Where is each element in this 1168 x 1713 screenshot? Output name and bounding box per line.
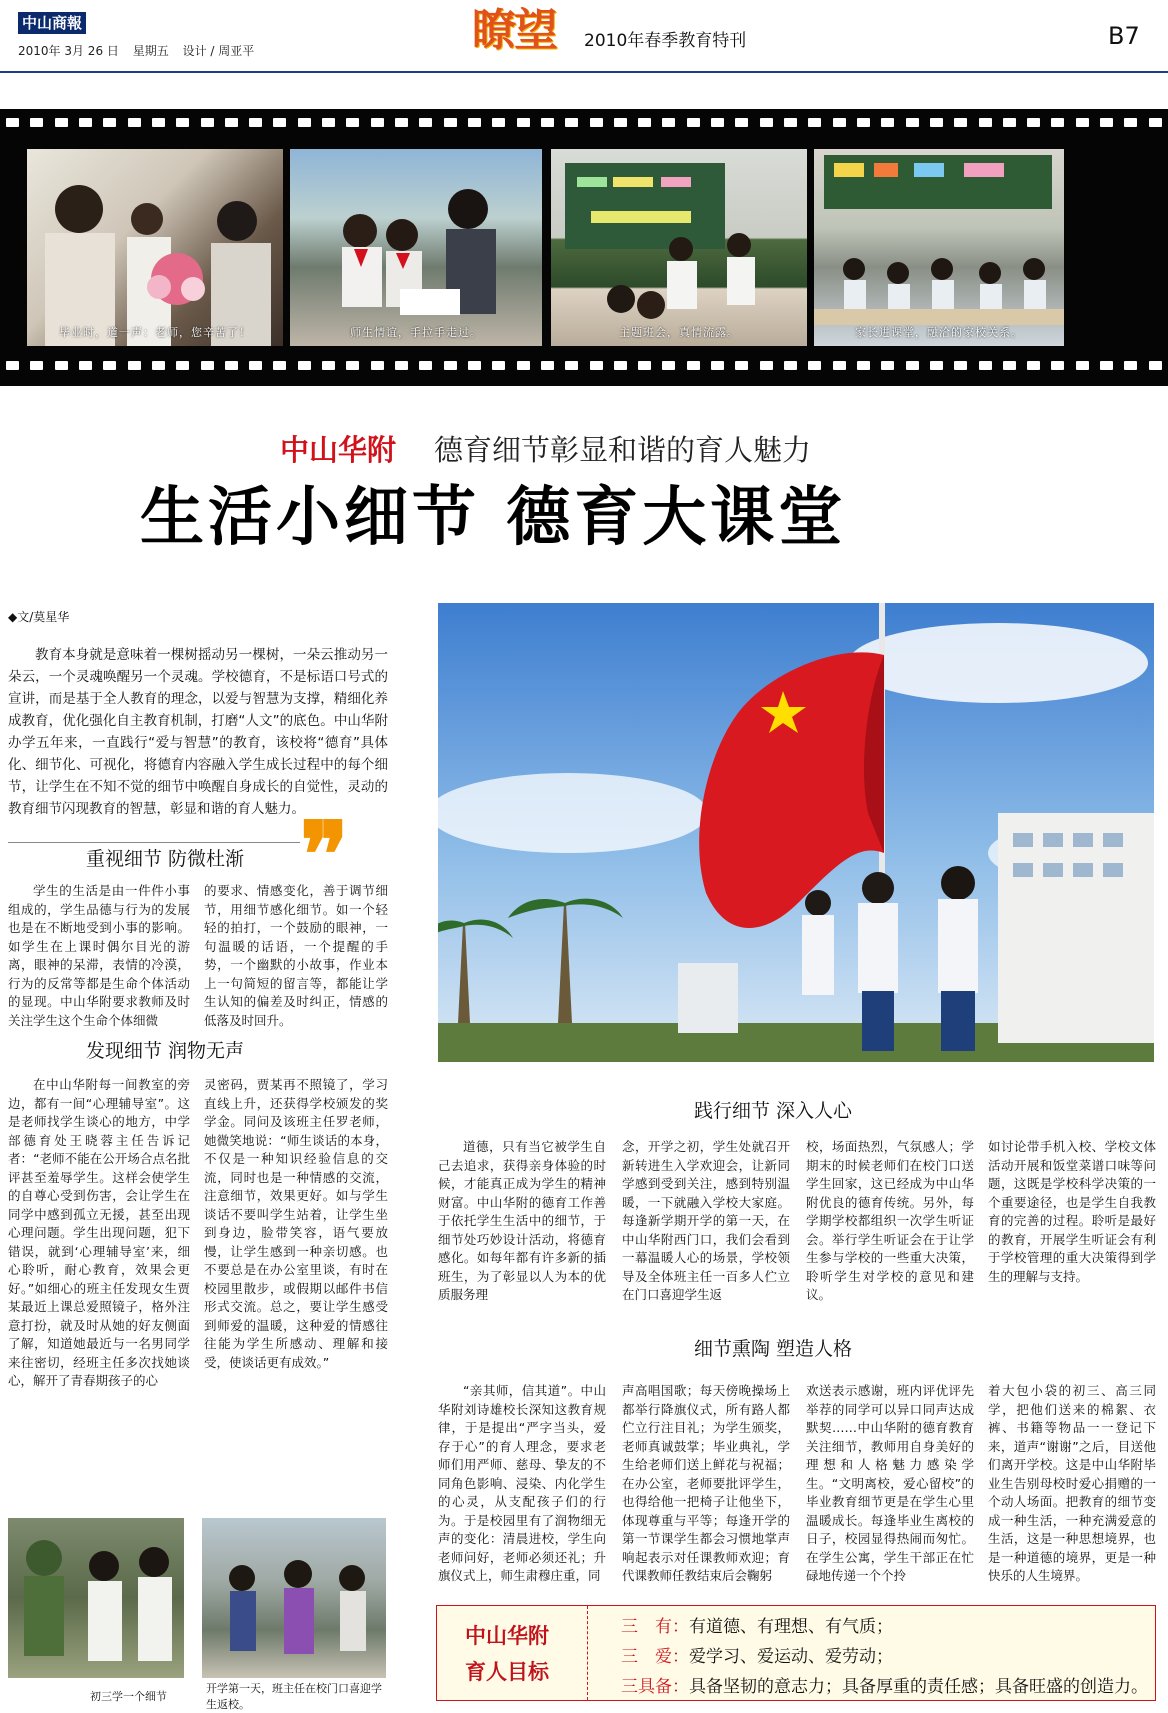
section-brand: 瞭望: [472, 5, 556, 56]
header-rule: [0, 71, 1168, 73]
film-photo-class-meeting: [551, 149, 807, 346]
film-perforations-bottom: [0, 361, 1168, 375]
section4-col2-text: 声高唱国歌；每天傍晚操场上都举行降旗仪式，所有路人都伫立行注目礼；为学生颁奖，老师真诚鼓掌；毕业典礼，学生给老师们送上鲜花与祝福；在办公室，老师要批评学生，也得给他一把椅子让他坐下，体现尊重与平等；每逢开学的第一节课学生都会习惯地掌声响起表示对任课教师欢迎；育代课教师任教结束后会鞠躬: [622, 1383, 790, 1583]
section3-col3-text: 校，场面热烈，气氛感人；学期末的时候老师们在校门口送学生回家，这已经成为中山华附优良的德育传统。另外，每学期学校都组织一次学生听证会。举行学生听证会在于让学生参与学校的一些重大决策，聆听学生对学校的意见和建议。: [806, 1139, 974, 1302]
photo-military-art: [8, 1518, 184, 1678]
film-perforations-top: [0, 118, 1168, 132]
section3-col2: [622, 1138, 790, 1305]
film-photo-graduation: [27, 149, 283, 346]
goal-row-2: [621, 1642, 893, 1667]
photo-parents-art: [814, 149, 1064, 346]
quote-rule: [8, 842, 300, 843]
goal-value-1: 有道德、有理想、有气质；: [689, 1617, 893, 1637]
section4-col4: [988, 1382, 1156, 1586]
goal-key-3: 三具备：: [621, 1677, 689, 1697]
section2-col2: [204, 1076, 388, 1372]
section2-col1-text: 在中山华附每一间教室的旁边，都有一间“心理辅导室”。这是老师找学生谈心的地方，中学部德育处王晓蓉主任告诉记者：“老师不能在公开场合点名批评甚至羞辱学生。这样会使学生的自尊心受到伤害，会让学生在同学中感到孤立无援，甚至出现心理问题。学生出现问题，犯下错误，就到‘心理辅导室’来，细心聆听，耐心教育，效果会更好。”如细心的班主任发现女生贾某最近上课总爱照镜子，格外注意打扮，就及时从她的好友侧面了解，知道她最近与一名男同学来往密切，经班主任多次找她谈心，解开了青春期孩子的心: [8, 1077, 190, 1388]
education-goals-box: [436, 1605, 1156, 1701]
photo-class-meeting-art: [551, 149, 807, 346]
hero-photo-art: [438, 603, 1154, 1062]
section2-col1: [8, 1076, 190, 1391]
goals-title-line2: 育人目标: [465, 1660, 549, 1684]
article-headline: 生活小细节 德育大课堂: [140, 481, 847, 555]
section-heading-2: 发现细节 润物无声: [86, 1040, 245, 1062]
section-heading-1: 重视细节 防微杜渐: [86, 848, 245, 870]
photo-caption-welcome: 开学第一天，班主任在校门口喜迎学生返校。: [206, 1682, 382, 1711]
issue-weekday: 星期五: [132, 44, 169, 58]
section4-col1-text: “亲其师，信其道”。中山华附刘诗雄校长深知这教育规律，于是提出“严字当头，爱存于心”的育人理念，要求老师们用严师、慈母、挚友的不同角色影响、浸染、内化学生的心灵，从支配孩子们的行为。于是校园里有了润物细无声的变化：清晨进校，学生向老师问好，老师必须还礼；升旗仪式上，师生肃穆庄重，同: [438, 1383, 606, 1583]
goal-key-1: 三 有：: [621, 1617, 689, 1637]
goals-title-line1: 中山华附: [465, 1624, 549, 1648]
section3-col1: [438, 1138, 606, 1305]
goal-value-3: 具备坚韧的意志力；具备厚重的责任感；具备旺盛的创造力。: [689, 1677, 1148, 1697]
section1-col1: [8, 882, 190, 1030]
film-photo-teacher-students: [290, 149, 542, 346]
film-caption-2: 师生情谊，手拉手走过。: [350, 326, 482, 339]
section-heading-3: 践行细节 深入人心: [694, 1100, 853, 1122]
section-heading-4: 细节熏陶 塑造人格: [694, 1338, 853, 1360]
film-caption-3: 主题班会，真情流露。: [619, 326, 739, 339]
section4-col3: [806, 1382, 974, 1586]
section4-col2: [622, 1382, 790, 1586]
article-kicker: 中山华附: [280, 433, 397, 467]
quote-mark-icon: ❞: [300, 802, 349, 908]
section2-col2-text: 灵密码，贾某再不照镜了，学习直线上升，还获得学校颁发的奖学金。同问及该班主任罗老师，她微笑地说：“师生谈话的本身，不仅是一种知识经验信息的交流，同时也是一种情感的交流，注意细节，效果更好。如与学生谈话不要叫学生站着，让学生坐到身边，脸带笑容，语气要放慢，让学生感到一种亲切感。也不要总是在办公室里谈，有时在校园里散步，或假期以邮件书信形式交流。总之，要让学生感受到师爱的温暖，这种爱的情感往往能为学生所感动、理解和接受，使谈话更有成效。”: [204, 1077, 388, 1370]
section1-col2-text: 的要求、情感变化，善于调节细节，用细节感化细节。如一个轻轻的拍打，一个鼓励的眼神，一句温暖的话语，一个提醒的手势，一个幽默的小故事，作业本上一句简短的留言等，都能让学生认知的偏差及时纠正，情感的低落及时回升。: [204, 883, 388, 1028]
film-caption-1: 毕业时，道一声：老师，您辛苦了！: [59, 326, 251, 339]
dateline: [18, 42, 264, 59]
goal-row-3: [621, 1672, 1148, 1697]
section3-col1-text: 道德，只有当它被学生自己去追求，获得亲身体验的时候，才能真正成为学生的精神财富。中山华附的德育工作善于依托学生生活中的细节，于细节处巧妙设计活动，将德育感化。如每年都有许多新的插班生，为了彰显以人为本的优质服务理: [438, 1139, 606, 1302]
special-issue-title: 2010年春季教育特刊: [584, 31, 747, 51]
photo-military-training: [8, 1518, 184, 1678]
photo-caption-military: 初三学一个细节: [90, 1690, 167, 1703]
goal-value-2: 爱学习、爱运动、爱劳动；: [689, 1647, 893, 1667]
photo-graduation-art: [27, 149, 283, 346]
lead-paragraph: 教育本身就是意味着一棵树摇动另一棵树，一朵云推动另一朵云，一个灵魂唤醒另一个灵魂。学校德育，不是标语口号式的宣讲，而是基于全人教育的理念，以爱与智慧为支撑，精细化养成教育，优化强化自主教育机制，打磨“人文”的底色。中山华附办学五年来，一直践行“爱与智慧”的教育，该校将“德育”具体化、细节化、可视化，将德育内容融入学生成长过程中的每个细节，让学生在不知不觉的细节中唤醒自身成长的自觉性，灵动的教育细节闪现教育的智慧，彰显和谐的育人魅力。: [8, 647, 388, 817]
photo-students-art: [290, 149, 542, 346]
section3-col4-text: 如讨论带手机入校、学校文体活动开展和饭堂菜谱口味等问题，这既是学校科学决策的一个重要途径，也是学生自我教育的完善的过程。聆听是最好的教育，开展学生听证会有利于学校管理的重大决策得到学生的理解与支持。: [988, 1139, 1156, 1284]
section3-col3: [806, 1138, 974, 1305]
section4-col1: [438, 1382, 606, 1586]
section1-col1-text: 学生的生活是由一件件小事组成的，学生品德与行为的发展也是在不断地受到小事的影响。如学生在上课时偶尔目光的游离，眼神的呆滞，表情的冷漠，行为的反常等都是生命个体活动的显现。中山华附要求教师及时关注学生这个生命个体细微: [8, 883, 190, 1028]
page-number: B7: [1108, 22, 1140, 50]
section3-col4: [988, 1138, 1156, 1286]
goal-row-1: [621, 1612, 893, 1637]
hero-photo-flag-raising: [438, 603, 1154, 1062]
byline: ◆文/莫星华: [8, 610, 70, 624]
goal-key-2: 三 爱：: [621, 1647, 689, 1667]
photo-filmstrip: [0, 109, 1168, 386]
goals-title-block: [437, 1606, 588, 1700]
article-subtitle: 德育细节彰显和谐的育人魅力: [434, 433, 812, 467]
film-photo-parents-classroom: [814, 149, 1064, 346]
section3-col2-text: 念，开学之初，学生处就召开新转进生入学欢迎会，让新同学感到受到关注，感到特别温暖，一下就融入学校大家庭。每逢新学期开学的第一天，在中山华附西门口，我们会看到一幕温暖人心的场景，学校领导及全体班主任一百多人伫立在门口喜迎学生返: [622, 1139, 790, 1302]
section1-col2: [204, 882, 388, 1030]
photo-first-day-welcome: [202, 1518, 386, 1678]
page-designer: 设计 / 周亚平: [182, 44, 255, 58]
section4-col3-text: 欢送表示感谢，班内评优评先举荐的同学可以异口同声达成默契……中山华附的德育教育关注细节，教师用自身美好的理想和人格魅力感染学生。“文明离校，爱心留校”的毕业教育细节更是在学生心里温暖成长。每逢毕业生离校的日子，校园显得热闹而匆忙。在学生公寓，学生干部正在忙碌地传递一个个拎: [806, 1383, 974, 1583]
issue-date: 2010年 3月 26 日: [18, 44, 119, 58]
newspaper-masthead: 中山商報: [18, 12, 86, 34]
photo-welcome-art: [202, 1518, 386, 1678]
film-caption-4: 家长进课堂，融洽的家校关系。: [855, 326, 1023, 339]
section4-col4-text: 着大包小袋的初三、高三同学，把他们送来的棉絮、衣裤、书籍等物品一一登记下来，道声“谢谢”之后，目送他们离开学校。这是中山华附毕业生告别母校时爱心捐赠的一个动人场面。把教育的细节变成一种生活，一种充满爱意的生活，这是一种思想境界，也是一种道德的境界，更是一种快乐的人生境界。: [988, 1383, 1156, 1583]
